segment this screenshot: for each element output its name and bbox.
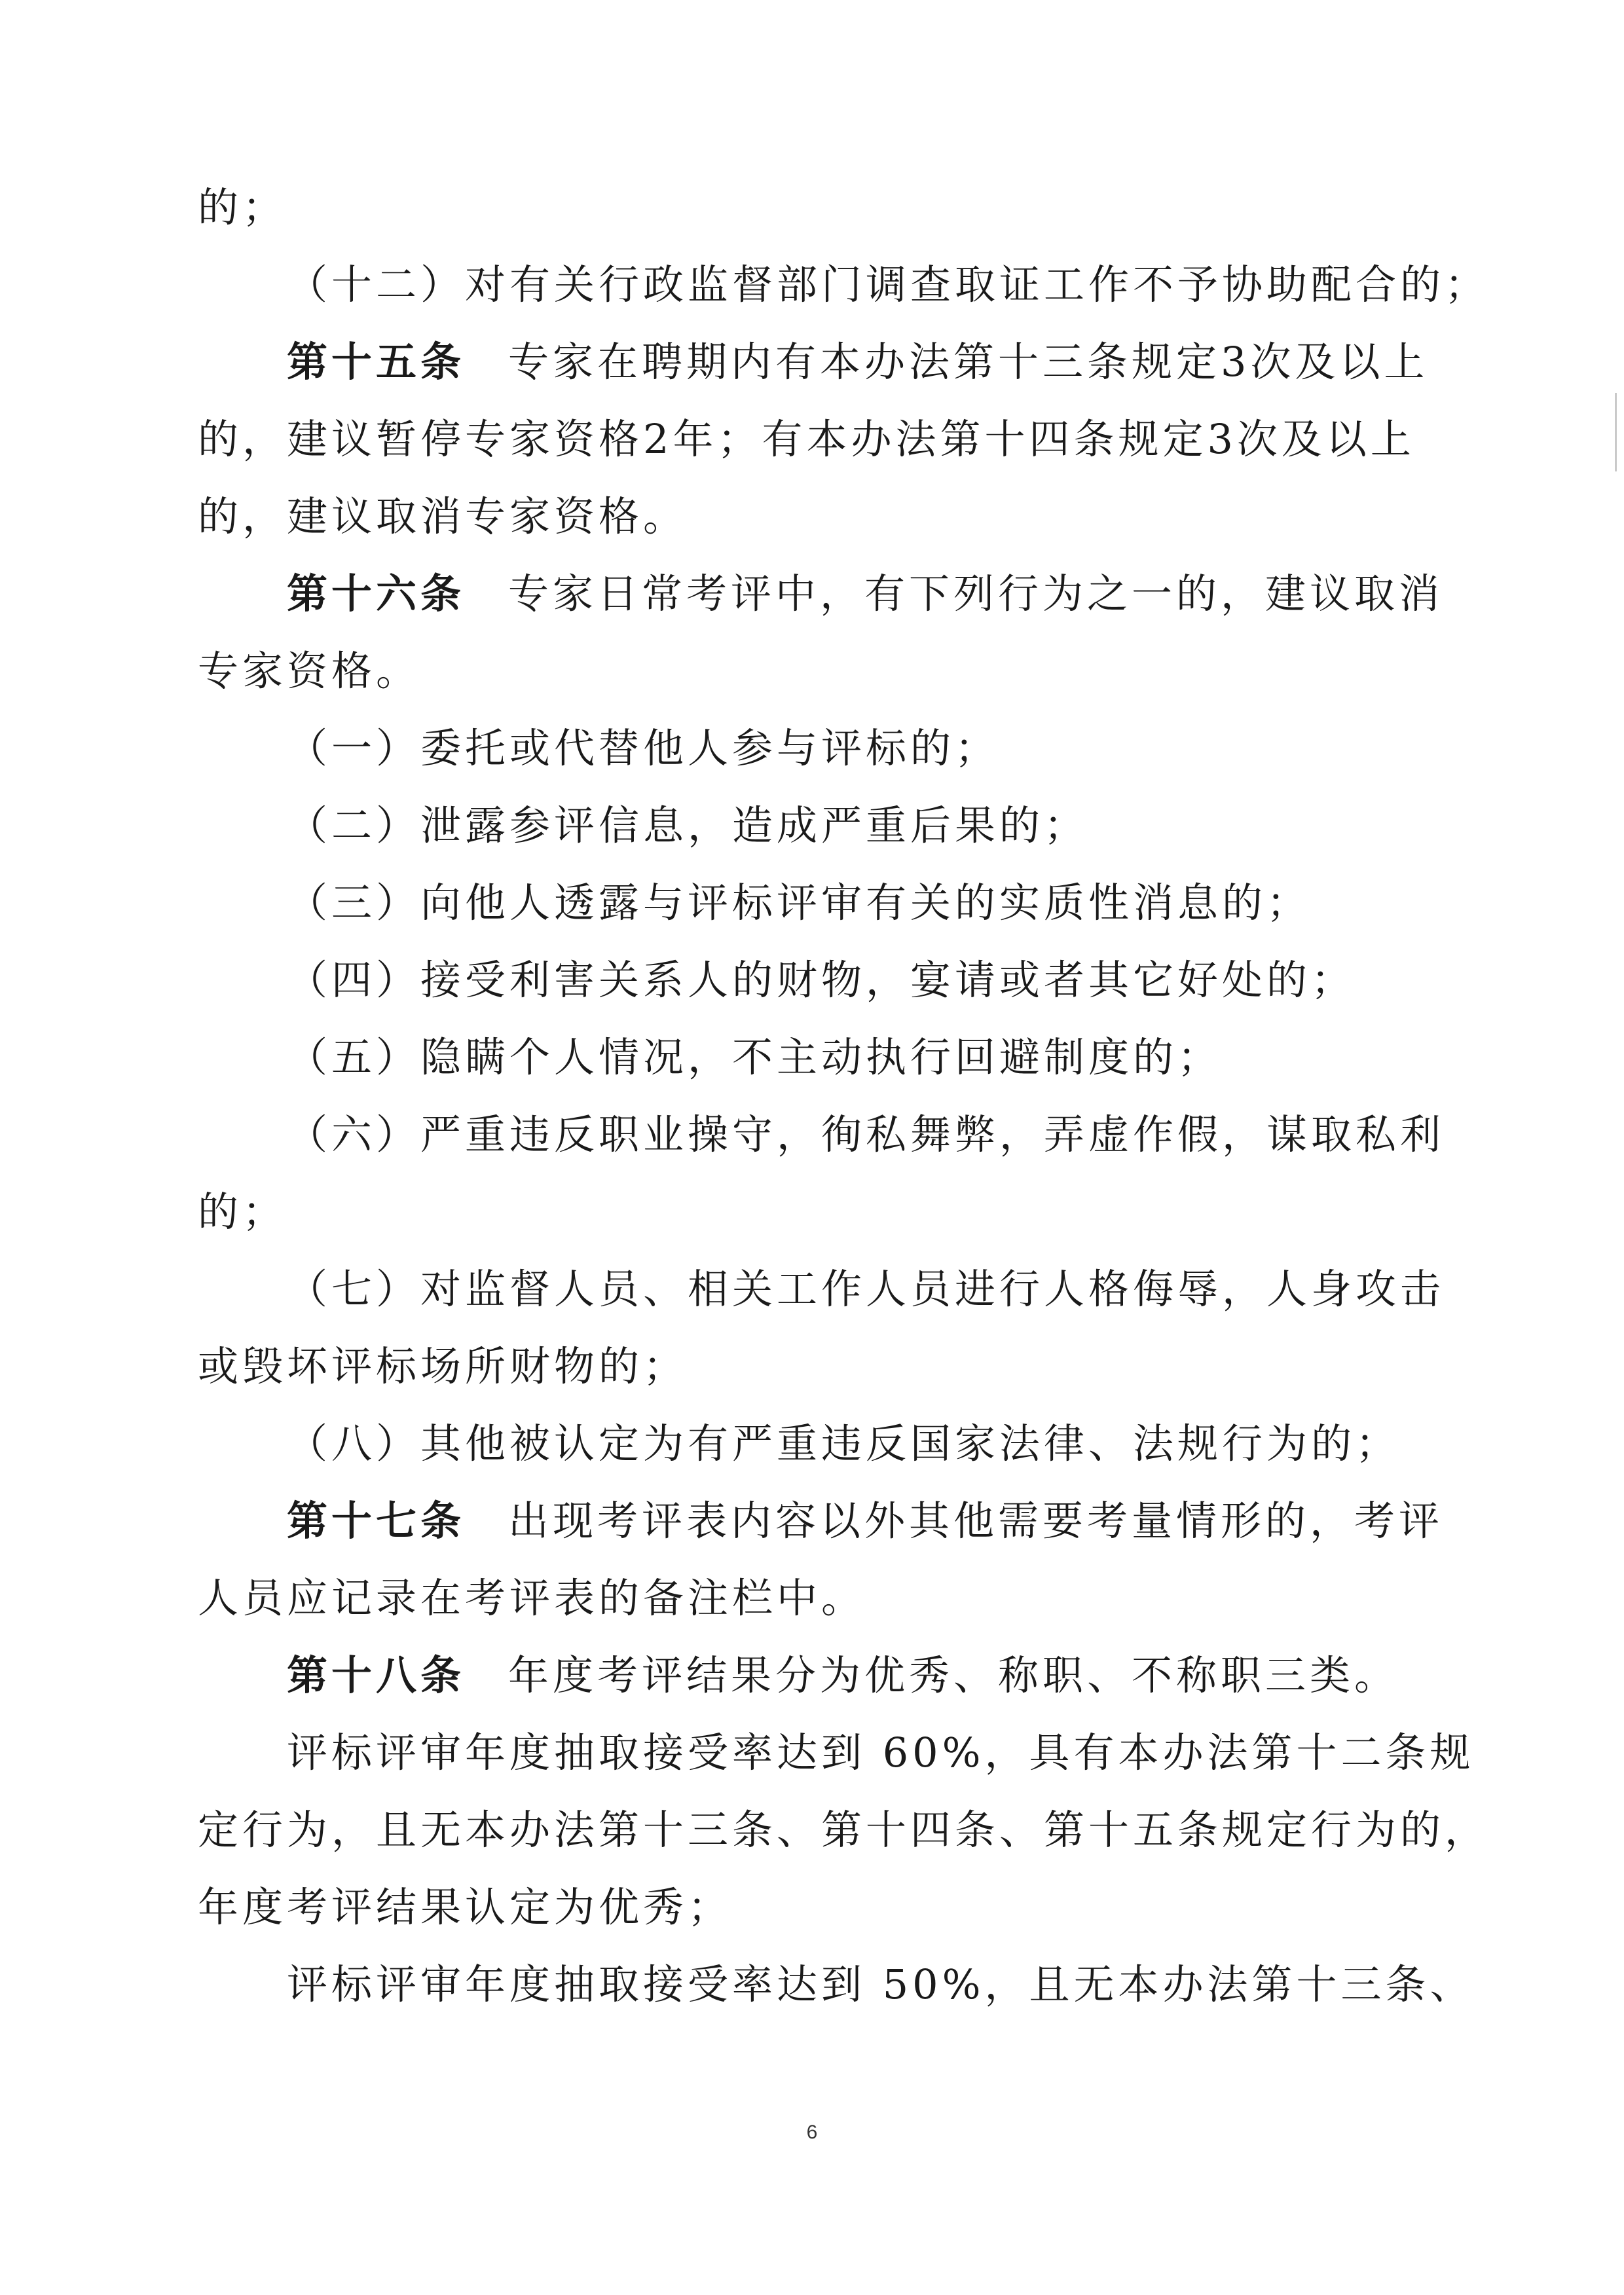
paragraph-line: （六）严重违反职业操守，徇私舞弊，弄虚作假，谋取私利 [287, 1111, 1445, 1158]
paragraph-line: （十二）对有关行政监督部门调查取证工作不予协助配合的； [287, 261, 1490, 308]
article-line [198, 323, 1429, 401]
paragraph-line: 评标评审年度抽取接受率达到 50%，且无本办法第十三条、 [287, 1960, 1475, 2008]
continuation-line: 的，建议取消专家资格。 [198, 492, 688, 540]
article-line [198, 1637, 1429, 1714]
continuation-line: 的； [198, 183, 287, 231]
page-number: 6 [806, 2121, 818, 2143]
paragraph-line: （四）接受利害关系人的财物，宴请或者其它好处的； [287, 956, 1356, 1004]
continuation-line: 的； [198, 1188, 287, 1236]
paragraph-line: （八）其他被认定为有严重违反国家法律、法规行为的； [287, 1420, 1401, 1467]
continuation-line: 专家资格。 [198, 647, 421, 695]
continuation-line: 年度考评结果认定为优秀； [198, 1883, 733, 1931]
article-text: 出现考评表内容以外其他需要考量情形的，考评 [508, 1497, 1444, 1545]
article-heading: 第十七条 [287, 1497, 466, 1545]
paragraph-line: （一）委托或代替他人参与评标的； [287, 724, 1000, 772]
continuation-line: 的，建议暂停专家资格2年；有本办法第十四条规定3次及以上 [198, 415, 1415, 463]
article-heading: 第十六条 [287, 570, 466, 617]
article-line [198, 1482, 1444, 1560]
paragraph-line: （三）向他人透露与评标评审有关的实质性消息的； [287, 879, 1312, 927]
paragraph-line: （二）泄露参评信息，造成严重后果的； [287, 801, 1089, 849]
article-heading: 第十五条 [287, 338, 466, 386]
paragraph-line: （七）对监督人员、相关工作人员进行人格侮辱，人身攻击 [287, 1265, 1445, 1313]
scan-edge-mark [1615, 393, 1617, 471]
article-text: 年度考评结果分为优秀、称职、不称职三类。 [508, 1651, 1399, 1699]
article-text: 专家日常考评中，有下列行为之一的，建议取消 [508, 570, 1444, 617]
article-text: 专家在聘期内有本办法第十三条规定3次及以上 [508, 338, 1429, 386]
paragraph-line: 评标评审年度抽取接受率达到 60%，具有本办法第十二条规 [287, 1729, 1475, 1776]
document-body [198, 169, 1490, 2023]
paragraph-line: （五）隐瞒个人情况，不主动执行回避制度的； [287, 1033, 1223, 1081]
continuation-line: 或毁坏评标场所财物的； [198, 1342, 688, 1390]
continuation-line: 人员应记录在考评表的备注栏中。 [198, 1574, 866, 1622]
continuation-line: 定行为，且无本办法第十三条、第十四条、第十五条规定行为的， [198, 1806, 1490, 1854]
article-line [198, 555, 1444, 633]
article-heading: 第十八条 [287, 1651, 466, 1699]
